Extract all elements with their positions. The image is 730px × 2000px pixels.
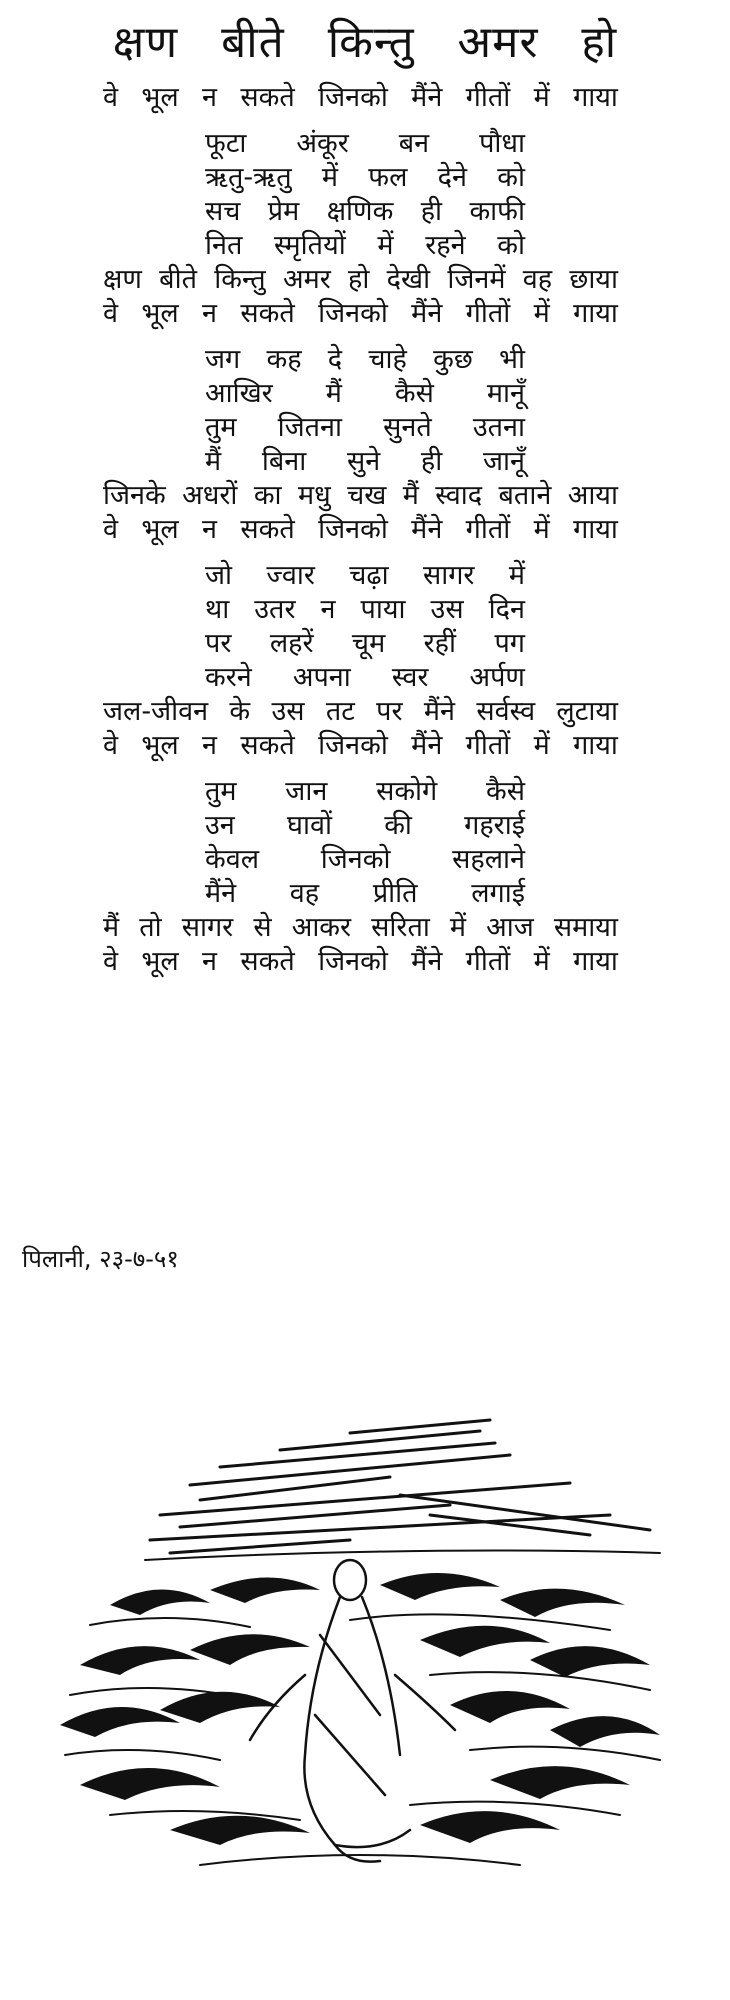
stanza-full-line: मैं तो सागर से आकर सरिता में आज समाया — [103, 912, 618, 943]
refrain-line: वे भूल न सकते जिनको मैंने गीतों में गाया — [103, 946, 618, 977]
stanza-line: जो ज्वार चढ़ा सागर में — [205, 560, 525, 591]
stanza-full-line: जिनके अधरों का मधु चख मैं स्वाद बताने आया — [103, 480, 618, 511]
figure-in-waves-illustration — [50, 1375, 670, 1885]
stanza-full-line: क्षण बीते किन्तु अमर हो देखी जिनमें वह छाया — [103, 264, 618, 295]
poem-title: क्षण बीते किन्तु अमर हो — [112, 17, 618, 68]
stanza-line: करने अपना स्वर अर्पण — [205, 662, 525, 693]
refrain-line: वे भूल न सकते जिनको मैंने गीतों में गाया — [103, 298, 618, 329]
stanza-line: आखिर मैं कैसे मानूँ — [205, 378, 525, 409]
stanza-line: केवल जिनको सहलाने — [205, 844, 525, 875]
stanza-line: मैंने वह प्रीति लगाई — [205, 878, 525, 909]
stanza-full-line: जल-जीवन के उस तट पर मैंने सर्वस्व लुटाया — [103, 696, 618, 727]
refrain-line: वे भूल न सकते जिनको मैंने गीतों में गाया — [103, 730, 618, 761]
stanza-line: मैं बिना सुने ही जानूँ — [205, 446, 525, 477]
stanza-line: था उतर न पाया उस दिन — [205, 594, 525, 625]
stanza-line: जग कह दे चाहे कुछ भी — [205, 344, 525, 375]
stanza-line: ऋतु-ऋतु में फल देने को — [205, 162, 525, 193]
stanza-line: तुम जितना सुनते उतना — [205, 412, 525, 443]
stanza-line: तुम जान सकोगे कैसे — [205, 776, 525, 807]
refrain-line: वे भूल न सकते जिनको मैंने गीतों में गाया — [103, 82, 618, 113]
stanza-line: नित स्मृतियों में रहने को — [205, 230, 525, 261]
place-date: पिलानी, २३-७-५१ — [22, 1245, 179, 1273]
stanza-line: पर लहरें चूम रहीं पग — [205, 628, 525, 659]
stanza-line: फूटा अंकूर बन पौधा — [205, 128, 525, 159]
stanza-line: उन घावों की गहराई — [205, 810, 525, 841]
refrain-line: वे भूल न सकते जिनको मैंने गीतों में गाया — [103, 514, 618, 545]
stanza-line: सच प्रेम क्षणिक ही काफी — [205, 196, 525, 227]
